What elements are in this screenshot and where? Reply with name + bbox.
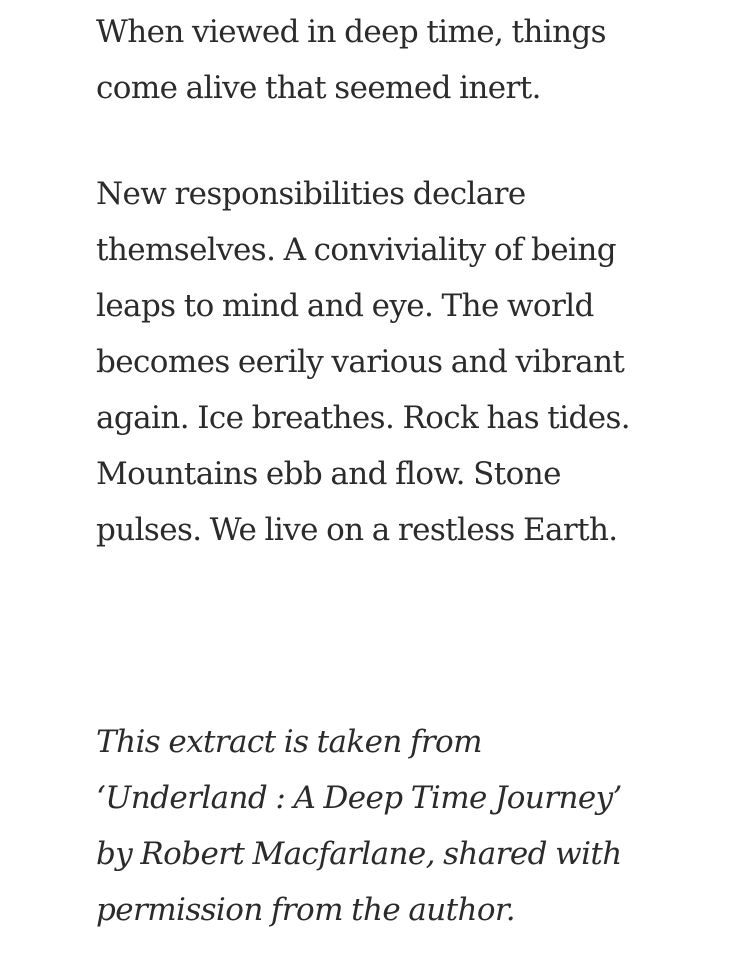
text-line: come alive that seemed inert. bbox=[96, 70, 541, 106]
text-line: pulses. We live on a restless Earth. bbox=[96, 512, 618, 548]
paragraph-deep-time bbox=[96, 4, 606, 116]
text-line: again. Ice breathes. Rock has tides. bbox=[96, 400, 631, 436]
source-credit bbox=[96, 714, 622, 938]
paragraph-responsibilities bbox=[96, 166, 630, 558]
text-line: New responsibilities declare bbox=[96, 176, 526, 212]
credit-line: ‘Underland : A Deep Time Journey’ bbox=[96, 780, 622, 816]
text-line: themselves. A conviviality of being bbox=[96, 232, 616, 268]
text-line: leaps to mind and eye. The world bbox=[96, 288, 594, 324]
credit-line: permission from the author. bbox=[96, 892, 515, 928]
text-line: Mountains ebb and flow. Stone bbox=[96, 456, 561, 492]
credit-line: This extract is taken from bbox=[96, 724, 482, 760]
credit-line: by Robert Macfarlane, shared with bbox=[96, 836, 622, 872]
text-line: When viewed in deep time, things bbox=[96, 14, 606, 50]
text-line: becomes eerily various and vibrant bbox=[96, 344, 625, 380]
